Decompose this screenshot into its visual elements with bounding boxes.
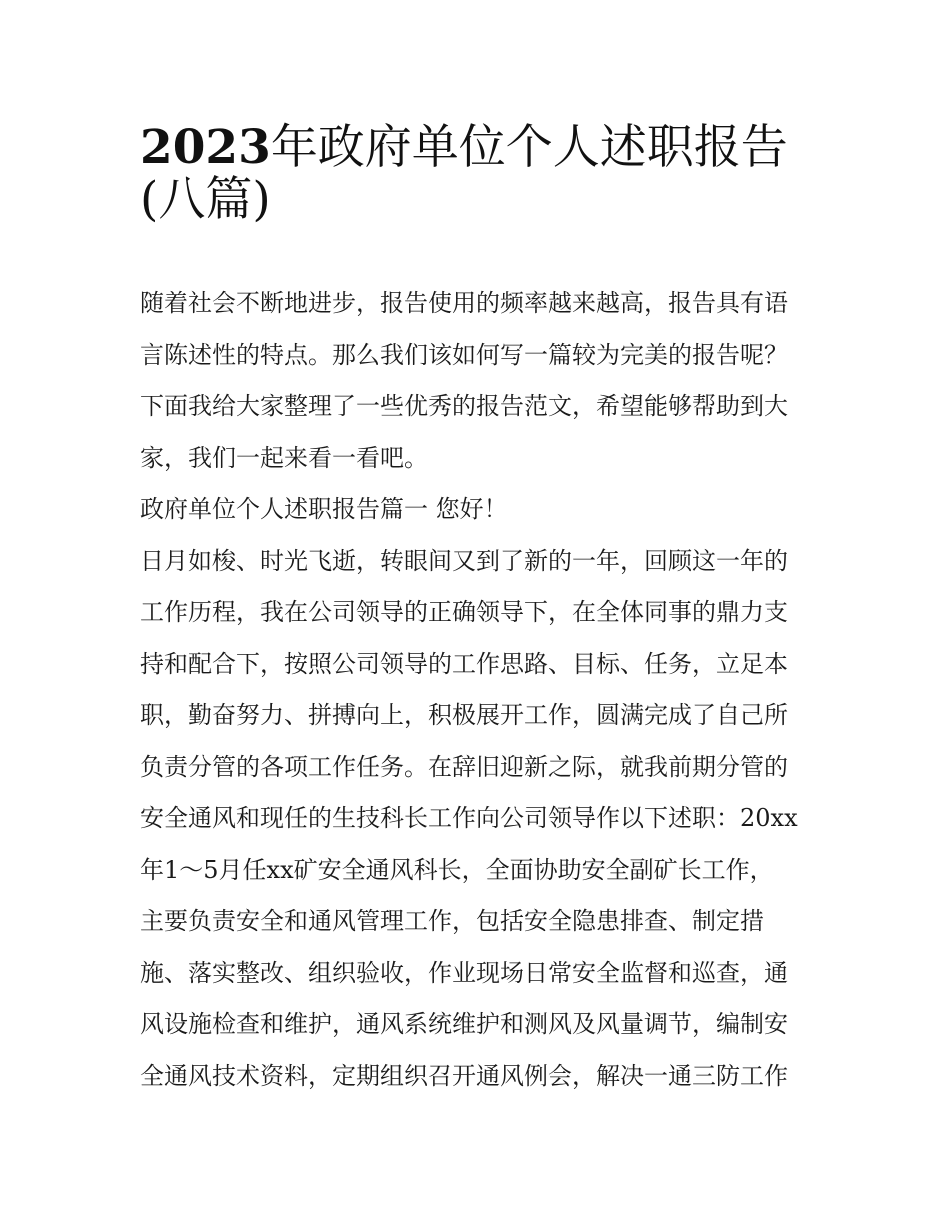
title-rest: 年政府单位个人述职报告 [270,120,788,175]
document-title [140,112,820,227]
text-line: 家，我们一起来看一看吧。 [140,443,428,472]
title-line-2: (八篇) [140,171,271,227]
text-line: 安全通风和现任的生技科长工作向公司领导作以下述职：20xx [140,804,798,832]
section-heading [140,484,816,536]
text-line: 风设施检查和维护，通风系统维护和测风及风量调节，编制安 [140,1010,788,1038]
text-line: 年1～5月任xx矿安全通风科长，全面协助安全副矿长工作， [140,855,774,884]
title-year: 2023 [140,120,271,175]
text-line: 持和配合下，按照公司领导的工作思路、目标、任务，立足本 [140,649,788,678]
text-line: 言陈述性的特点。那么我们该如何写一篇较为完美的报告呢？ [140,340,788,369]
text-line: 工作历程，我在公司领导的正确领导下，在全体同事的鼎力支 [140,598,788,626]
intro-paragraph [140,278,816,484]
text-line: 下面我给大家整理了一些优秀的报告范文，希望能够帮助到大 [140,392,788,420]
body-paragraph [140,536,816,1103]
text-line: 全通风技术资料，定期组织召开通风例会，解决一通三防工作 [140,1061,788,1090]
text-line: 施、落实整改、组织验收，作业现场日常安全监督和巡查，通 [140,958,788,987]
text-line: 职，勤奋努力、拼搏向上，积极展开工作，圆满完成了自己所 [140,701,788,729]
section-heading-text: 政府单位个人述职报告篇一 您好！ [140,495,508,523]
text-line: 随着社会不断地进步，报告使用的频率越来越高，报告具有语 [140,289,788,317]
text-line: 负责分管的各项工作任务。在辞旧迎新之际，就我前期分管的 [140,752,788,781]
text-line: 主要负责安全和通风管理工作，包括安全隐患排查、制定措 [140,907,764,935]
document-body [140,278,816,1102]
title-line-1 [140,112,820,175]
text-line: 日月如梭、时光飞逝，转眼间又到了新的一年，回顾这一年的 [140,546,788,575]
